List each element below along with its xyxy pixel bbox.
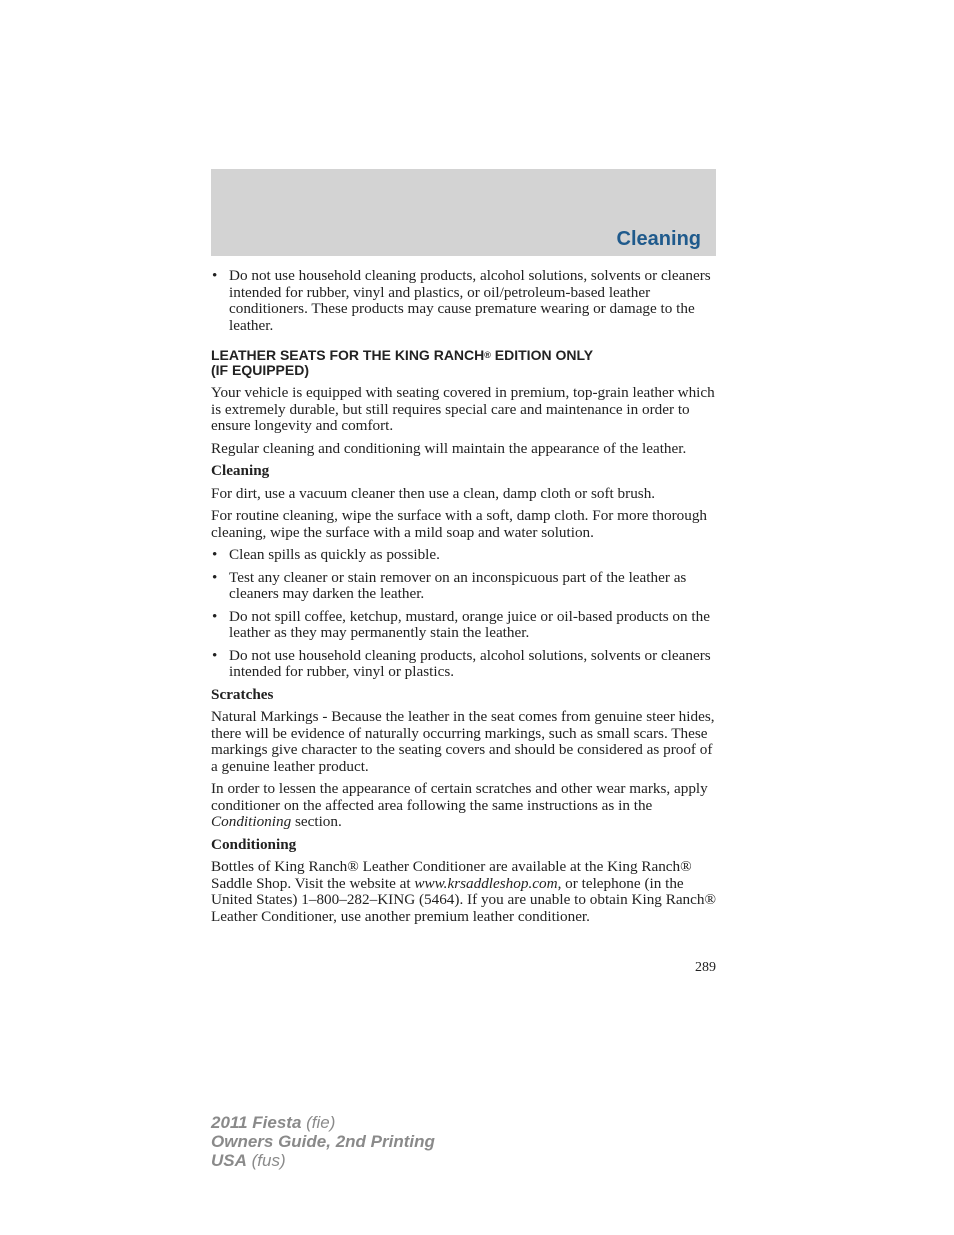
bullet-icon: •: [212, 267, 218, 284]
paragraph: Bottles of King Ranch® Leather Conditioner are available at the King Ranch® Saddle Shop. Visit the website at www.krsaddleshop.com, or telephone (in the United States) 1–800–282–KING (5464). If you are unable to obtain King Ranch® Leather Conditioner, use another premium leather conditioner.: [211, 858, 717, 925]
cleaning-bullet-list: [211, 547, 717, 681]
page-content: [211, 268, 717, 931]
list-item: • Do not use household cleaning products, alcohol solutions, solvents or cleaners intended for rubber, vinyl and plastics, or oil/petroleum-based leather conditioners. These products may cause premature wearing or damage to the leather.: [212, 267, 711, 334]
paragraph: In order to lessen the appearance of certain scratches and other wear marks, apply conditioner on the affected area following the same instructions as in the Conditioning section.: [211, 780, 708, 830]
section-heading: LEATHER SEATS FOR THE KING RANCH® EDITION ONLY (IF EQUIPPED): [211, 347, 594, 378]
paragraph: For dirt, use a vacuum cleaner then use a clean, damp cloth or soft brush.: [211, 484, 656, 502]
scratches-subheading: Scratches: [211, 685, 274, 703]
top-bullet-list: [211, 268, 717, 334]
list-item: • Test any cleaner or stain remover on an inconspicuous part of the leather as cleaners may darken the leather.: [212, 568, 687, 602]
section-header-band: [211, 169, 716, 256]
section-title: Cleaning: [616, 228, 701, 250]
website-link[interactable]: www.krsaddleshop.com: [414, 874, 558, 892]
bullet-icon: •: [212, 607, 218, 625]
paragraph: Natural Markings - Because the leather in the seat comes from genuine steer hides, there will be evidence of naturally occurring markings, such as small scars. These markings give character to the seating covers and should be considered as proof of a genuine leather product.: [211, 708, 715, 775]
list-item: • Do not use household cleaning products, alcohol solutions, solvents or cleaners intended for rubber, vinyl or plastics.: [212, 646, 711, 680]
cleaning-subheading: Cleaning: [211, 462, 270, 479]
list-item: • Clean spills as quickly as possible.: [212, 546, 440, 563]
document-footer: 2011 Fiesta (fie) Owners Guide, 2nd Printing USA (fus): [211, 1113, 435, 1170]
page-number: 289: [695, 960, 716, 975]
list-item: • Do not spill coffee, ketchup, mustard, orange juice or oil-based products on the leather as they may permanently stain the leather.: [212, 607, 710, 641]
conditioning-subheading: Conditioning: [211, 835, 297, 853]
bullet-icon: •: [212, 646, 218, 664]
intro-paragraph: Your vehicle is equipped with seating covered in premium, top-grain leather which is extremely durable, but still requires special care and maintenance in order to ensure longevity and comfort.: [211, 384, 715, 434]
bullet-icon: •: [212, 546, 218, 563]
paragraph: For routine cleaning, wipe the surface with a soft, damp cloth. For more thorough cleaning, wipe the surface with a mild soap and water solution.: [211, 507, 708, 541]
intro-paragraph: Regular cleaning and conditioning will maintain the appearance of the leather.: [211, 439, 687, 457]
bullet-icon: •: [212, 568, 218, 586]
